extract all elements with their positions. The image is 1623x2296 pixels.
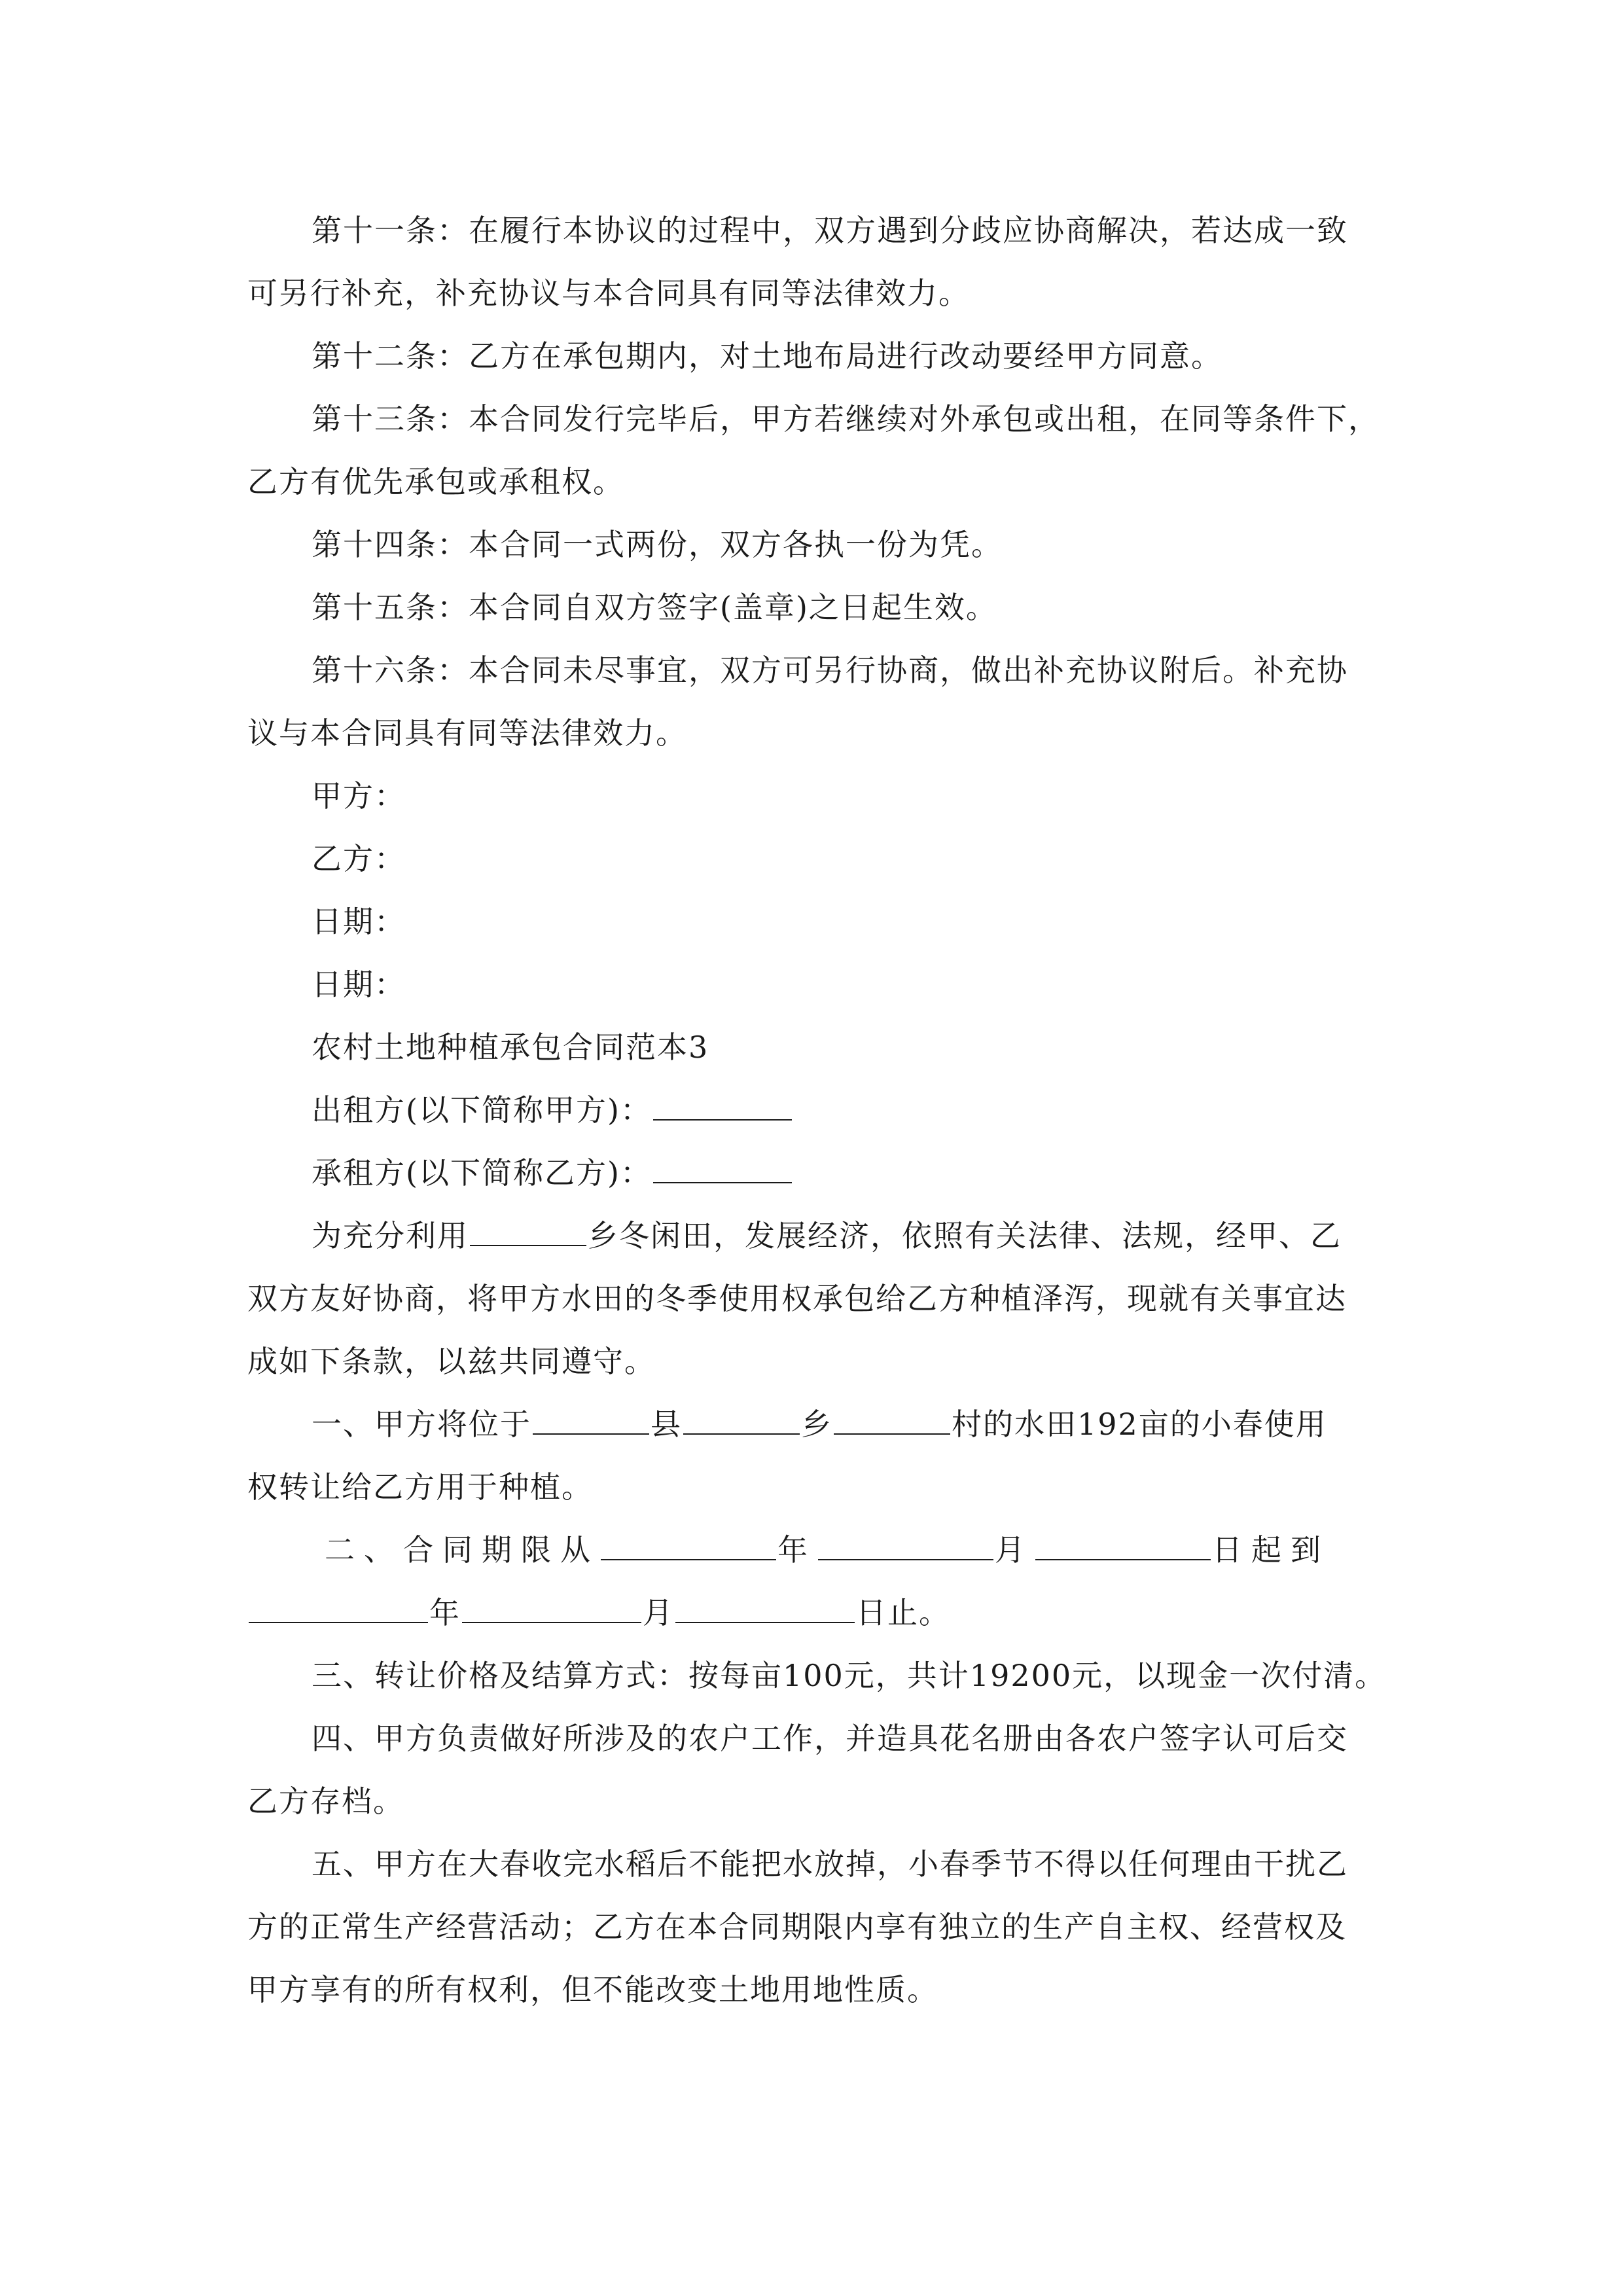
article-14: 第十四条：本合同一式两份，双方各执一份为凭。 <box>312 527 1003 562</box>
clause-3: 三、转让价格及结算方式：按每亩100元，共计19200元，以现金一次付清。 <box>312 1658 1387 1693</box>
clause-1-line-2: 权转让给乙方用于种植。 <box>247 1469 593 1505</box>
clause-1-text-d: 村的水田192亩的小春使用 <box>952 1407 1327 1442</box>
clause-1-text-b: 县 <box>651 1407 682 1442</box>
end-month-blank <box>462 1593 641 1623</box>
article-11-line-1: 第十一条：在履行本协议的过程中，双方遇到分歧应协商解决，若达成一致 <box>312 213 1348 248</box>
start-year-blank <box>601 1530 776 1560</box>
clause-1-line-1 <box>312 1405 1327 1444</box>
intro-line-1 <box>312 1216 1342 1255</box>
lessee-label: 承租方(以下简称乙方)： <box>312 1155 652 1191</box>
clause-2-text-d: 日起到 <box>1212 1532 1330 1568</box>
township-blank <box>683 1405 800 1435</box>
lessor-blank <box>653 1090 792 1121</box>
clause-5-line-3: 甲方享有的所有权利，但不能改变土地用地性质。 <box>247 1972 938 2007</box>
contract-title-3: 农村土地种植承包合同范本3 <box>312 1030 709 1065</box>
start-month-blank <box>818 1530 993 1560</box>
clause-2-line-2 <box>247 1593 950 1632</box>
intro-text-b: 乡冬闲田，发展经济，依照有关法律、法规，经甲、乙 <box>588 1218 1342 1253</box>
clause-1-text-c: 乡 <box>801 1407 832 1442</box>
article-15: 第十五条：本合同自双方签字(盖章)之日起生效。 <box>312 590 997 625</box>
end-year-blank <box>249 1593 428 1623</box>
party-a-signature: 甲方： <box>312 778 406 814</box>
village-blank <box>834 1405 950 1435</box>
article-16-line-1: 第十六条：本合同未尽事宜，双方可另行协商，做出补充协议附后。补充协 <box>312 653 1348 688</box>
clause-4-line-2: 乙方存档。 <box>247 1784 404 1819</box>
clause-5-line-2: 方的正常生产经营活动；乙方在本合同期限内享有独立的生产自主权、经营权及 <box>247 1909 1347 1945</box>
end-day-blank <box>675 1593 855 1623</box>
clause-2-text-f: 月 <box>643 1595 674 1630</box>
clause-4-line-1: 四、甲方负责做好所涉及的农户工作，并造具花名册由各农户签字认可后交 <box>312 1721 1348 1756</box>
article-16-line-2: 议与本合同具有同等法律效力。 <box>247 715 687 751</box>
lessee-blank <box>653 1153 792 1183</box>
county-blank <box>533 1405 649 1435</box>
clause-1-text-a: 一、甲方将位于 <box>312 1407 531 1442</box>
clause-2-text-c: 月 <box>995 1532 1034 1568</box>
intro-blank <box>470 1216 586 1246</box>
start-day-blank <box>1035 1530 1211 1560</box>
article-12: 第十二条：乙方在承包期内，对土地布局进行改动要经甲方同意。 <box>312 338 1222 374</box>
clause-2-text-e: 年 <box>429 1595 461 1630</box>
clause-2-text-a: 二、合同期限从 <box>325 1532 599 1568</box>
clause-2-text-b: 年 <box>777 1532 817 1568</box>
lessor-label: 出租方(以下简称甲方)： <box>312 1092 652 1128</box>
date-line-1: 日期： <box>312 904 406 939</box>
lessor-line <box>312 1090 793 1130</box>
intro-line-3: 成如下条款，以兹共同遵守。 <box>247 1344 656 1379</box>
clause-5-line-1: 五、甲方在大春收完水稻后不能把水放掉，小春季节不得以任何理由干扰乙 <box>312 1846 1348 1882</box>
clause-2-line-1 <box>325 1530 1330 1570</box>
article-13-line-1: 第十三条：本合同发行完毕后，甲方若继续对外承包或出租，在同等条件下， <box>312 401 1380 437</box>
lessee-line <box>312 1153 793 1193</box>
intro-text-a: 为充分利用 <box>312 1218 469 1253</box>
article-11-line-2: 可另行补充，补充协议与本合同具有同等法律效力。 <box>247 276 970 311</box>
intro-line-2: 双方友好协商，将甲方水田的冬季使用权承包给乙方种植泽泻，现就有关事宜达 <box>247 1281 1347 1316</box>
party-b-signature: 乙方： <box>312 841 406 876</box>
clause-2-text-g: 日止。 <box>856 1595 950 1630</box>
article-13-line-2: 乙方有优先承包或承租权。 <box>247 464 624 499</box>
date-line-2: 日期： <box>312 967 406 1002</box>
